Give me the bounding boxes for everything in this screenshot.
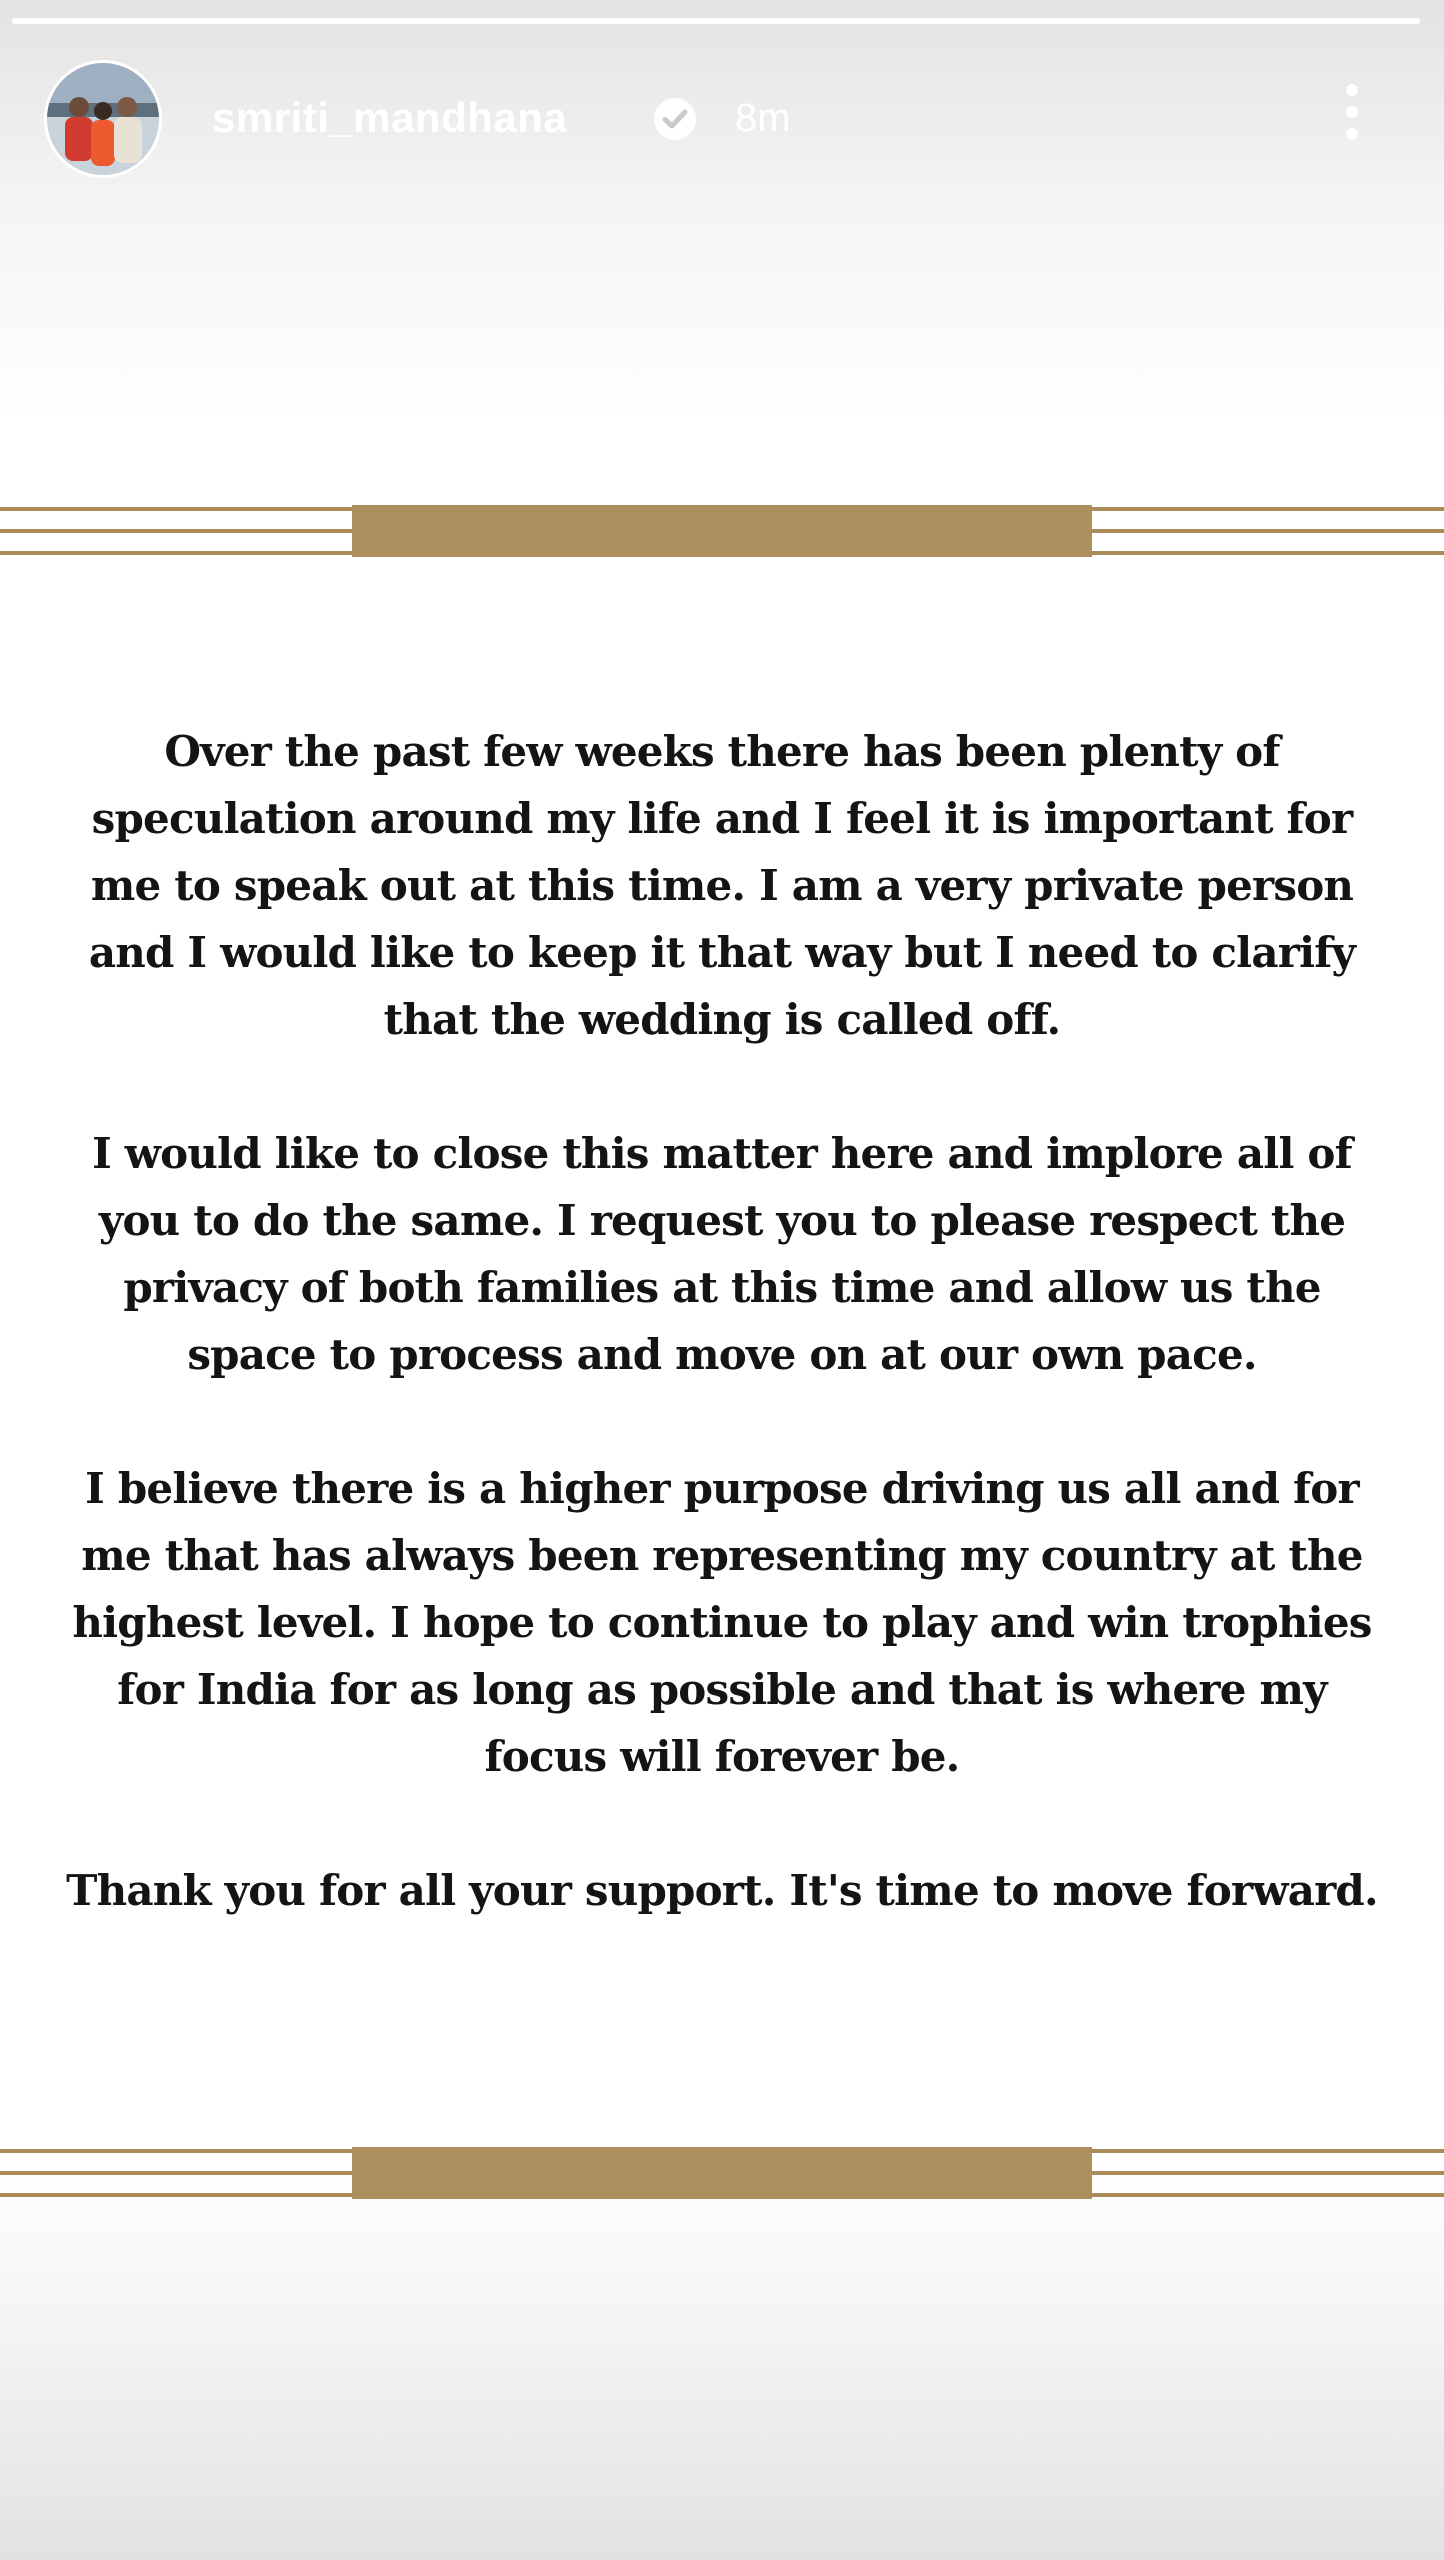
statement-paragraph: I would like to close this matter here and implore all of you to do the same. I request you to please respect the privacy of both families at this time and allow us the space to process and move on at our own pace. (92, 1129, 1352, 1379)
avatar[interactable] (44, 60, 162, 178)
statement-paragraph: Thank you for all your support. It's time to move forward. (66, 1866, 1378, 1915)
statement-text (60, 718, 1384, 1924)
verified-badge-icon (652, 96, 698, 142)
decorative-band-bottom (0, 2147, 1444, 2199)
profile-photo-icon (47, 63, 159, 175)
decorative-band-top (0, 505, 1444, 557)
story-progress-fill (12, 18, 1420, 24)
story-header (0, 50, 1444, 190)
story-progress-bar (12, 18, 1420, 24)
statement-paragraph: Over the past few weeks there has been plenty of speculation around my life and I feel it is important for me to speak out at this time. I am a very private person and I would like to keep it that way but I need to clarify that the wedding is called off. (88, 727, 1356, 1044)
post-time: 8m (735, 96, 791, 140)
more-vertical-icon[interactable] (1330, 84, 1374, 156)
statement-paragraph: I believe there is a higher purpose driving us all and for me that has always been representing my country at the highest level. I hope to continue to play and win trophies for India for as long as possible and that is where my focus will forever be. (72, 1464, 1372, 1781)
username[interactable]: smriti_mandhana (212, 94, 568, 141)
